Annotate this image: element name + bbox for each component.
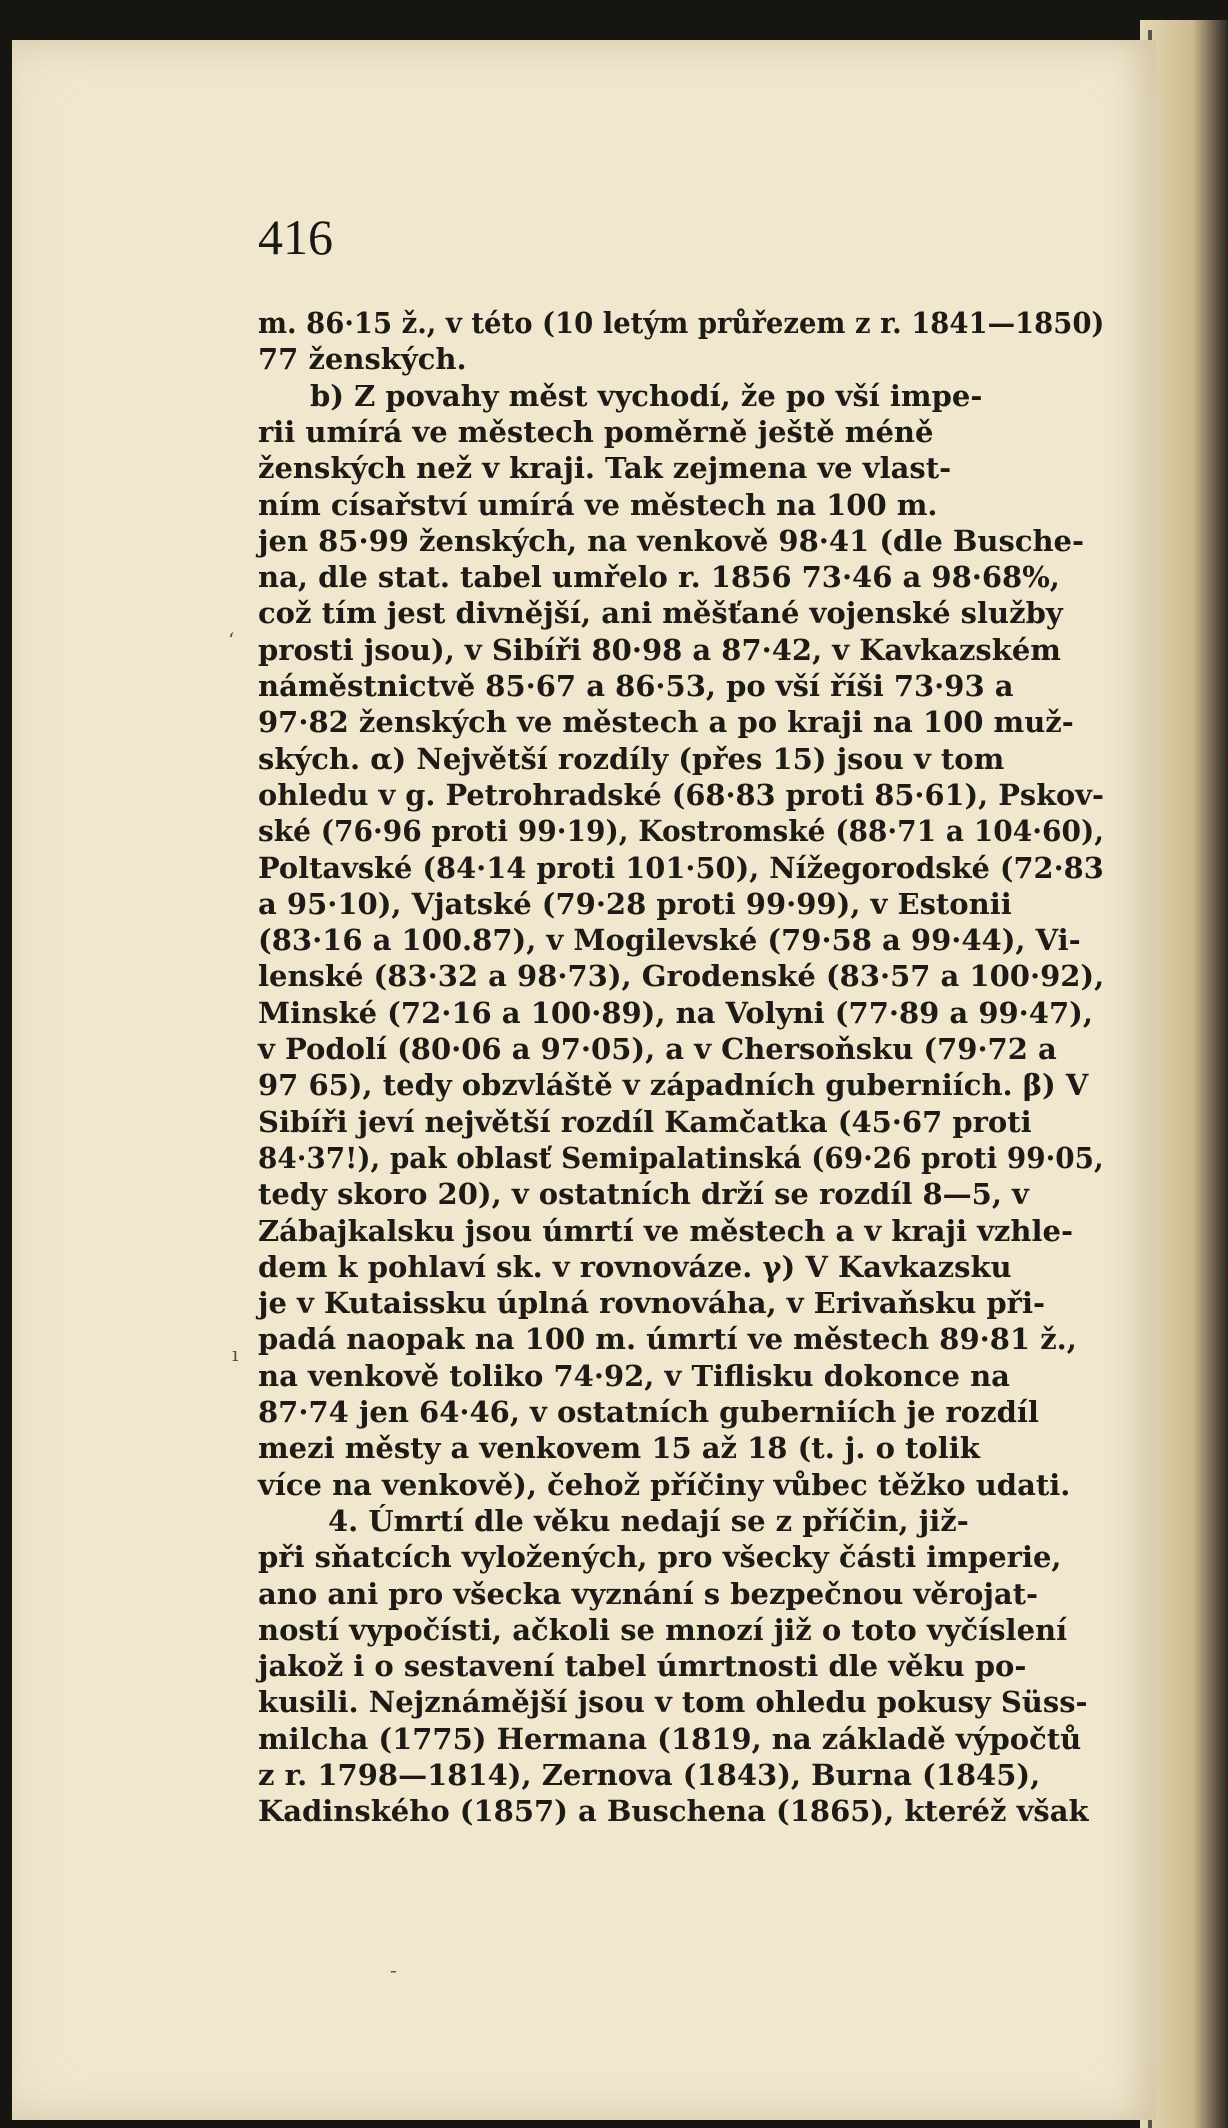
text-line: 97 65), tedy obzvláště v západních guberniích. β) V: [258, 1068, 1089, 1103]
text-line: je v Kutaissku úplná rovnováha, v Erivaňsku při-: [258, 1286, 1046, 1321]
text-line: tedy skoro 20), v ostatních drží se rozdíl 8—5, v: [258, 1177, 1029, 1212]
text-line: prosti jsou), v Sibíři 80·98 a 87·42, v Kavkazském: [258, 632, 1061, 667]
text-line: náměstnictvě 85·67 a 86·53, po vší říši 73·93 a: [258, 669, 1014, 703]
text-line: z r. 1798—1814), Zernova (1843), Burna (1845),: [258, 1758, 1041, 1792]
margin-speck: ı: [232, 1342, 239, 1366]
text-line: ženských než v kraji. Tak zejmena ve vlast-: [258, 451, 952, 486]
text-line: ské (76·96 proti 99·19), Kostromské (88·71 a 104·60),: [258, 814, 1104, 849]
text-line: což tím jest divnější, ani měšťané vojenské služby: [258, 596, 1063, 631]
text-line: a 95·10), Vjatské (79·28 proti 99·99), v Estonii: [258, 886, 1012, 921]
text-line: Zábajkalsku jsou úmrtí ve městech a v kraji vzhle-: [258, 1213, 1073, 1248]
text-line: b) Z povahy měst vychodí, že po vší impe-: [310, 378, 983, 413]
text-line: lenské (83·32 a 98·73), Grodenské (83·57 a 100·92),: [258, 959, 1105, 994]
text-line: ských. α) Největší rozdíly (přes 15) jsou v tom: [258, 741, 1005, 776]
text-line: ností vypočísti, ačkoli se mnozí již o toto vyčíslení: [258, 1612, 1068, 1647]
text-line: mezi městy a venkovem 15 až 18 (t. j. o tolik: [258, 1431, 980, 1466]
text-line: rii umírá ve městech poměrně ještě méně: [258, 414, 934, 449]
text-line: ohledu v g. Petrohradské (68·83 proti 85·61), Pskov-: [258, 777, 1104, 812]
text-line: ano ani pro všecka vyznání s bezpečnou věrojat-: [258, 1576, 1039, 1611]
text-line: více na venkově), čehož příčiny vůbec těžko udati.: [258, 1467, 1071, 1502]
text-line: Minské (72·16 a 100·89), na Volyni (77·89 a 99·47),: [258, 995, 1093, 1030]
text-line: Kadinského (1857) a Buschena (1865), kteréž však: [258, 1794, 1089, 1829]
text-line: v Podolí (80·06 a 97·05), a v Chersoňsku (79·72 a: [258, 1032, 1057, 1066]
margin-speck: -: [390, 1958, 397, 1982]
text-line: jen 85·99 ženských, na venkově 98·41 (dle Busche-: [258, 523, 1085, 558]
text-line: 87·74 jen 64·46, v ostatních guberniích je rozdíl: [258, 1395, 1039, 1429]
text-line: Poltavské (84·14 proti 101·50), Nížegorodské (72·83: [258, 850, 1104, 885]
text-line: 4. Úmrtí dle věku nedají se z příčin, již-: [328, 1503, 969, 1538]
text-line: na, dle stat. tabel umřelo r. 1856 73·46 a 98·68%,: [258, 560, 1060, 595]
text-line: 97·82 ženských ve městech a po kraji na 100 muž-: [258, 705, 1074, 740]
text-line: m. 86·15 ž., v této (10 letým průřezem z r. 1841—1850): [258, 306, 1105, 340]
text-line: (83·16 a 100.87), v Mogilevské (79·58 a 99·44), Vi-: [258, 923, 1081, 958]
text-line: 77 ženských.: [258, 342, 467, 377]
text-line: ním císařství umírá ve městech na 100 m.: [258, 487, 938, 522]
margin-speck: ʻ: [228, 628, 235, 652]
text-line: milcha (1775) Hermana (1819, na základě výpočtů: [258, 1721, 1082, 1756]
text-line: při sňatcích vyložených, pro všecky části imperie,: [258, 1540, 1062, 1575]
text-line: Sibíři jeví největší rozdíl Kamčatka (45·67 proti: [258, 1104, 1032, 1139]
text-line: jakož i o sestavení tabel úmrtnosti dle věku po-: [258, 1649, 1027, 1684]
page-number: 416: [258, 209, 333, 265]
text-line: 84·37!), pak oblasť Semipalatinská (69·26 proti 99·05,: [258, 1140, 1104, 1175]
text-line: na venkově toliko 74·92, v Tiflisku dokonce na: [258, 1358, 1010, 1393]
text-line: padá naopak na 100 m. úmrtí ve městech 89·81 ž.,: [258, 1322, 1077, 1357]
text-line: dem k pohlaví sk. v rovnováze. γ) V Kavkazsku: [258, 1249, 1012, 1284]
text-line: kusili. Nejznámější jsou v tom ohledu pokusy Süss-: [258, 1685, 1088, 1720]
